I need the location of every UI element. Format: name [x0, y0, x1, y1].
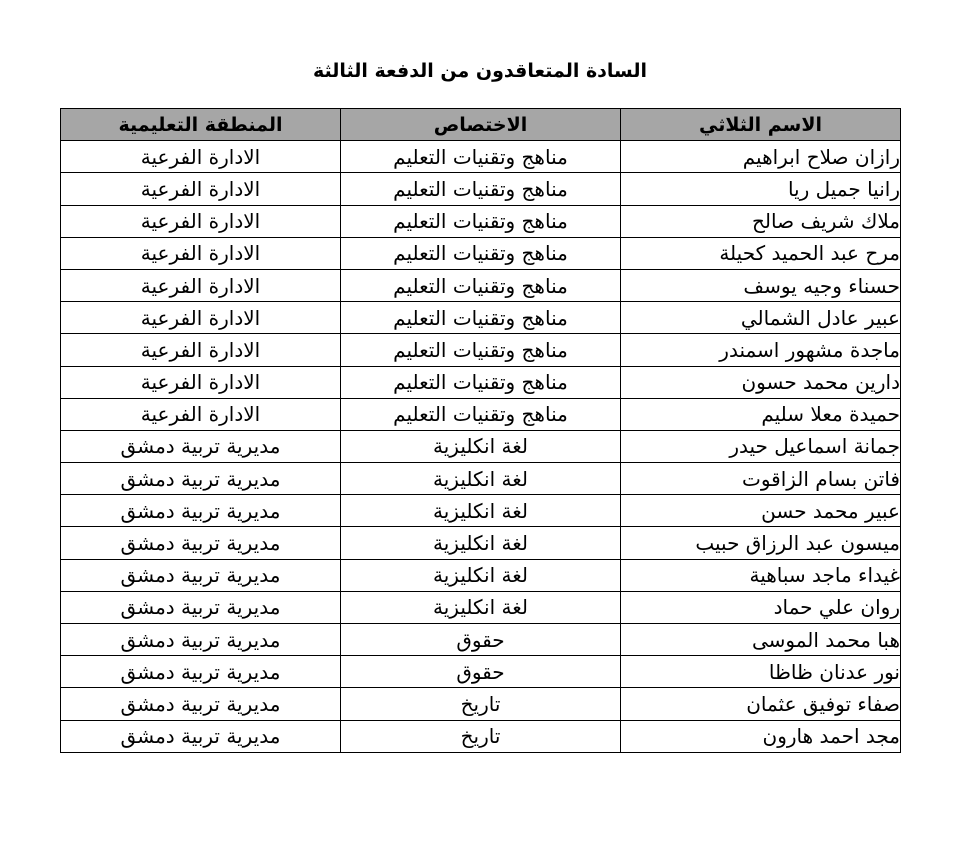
- table-row: [61, 334, 901, 366]
- cell-name: صفاء توفيق عثمان: [621, 688, 901, 720]
- header-region: المنطقة التعليمية: [61, 109, 341, 141]
- contractors-table: [60, 108, 901, 753]
- table-row: [61, 398, 901, 430]
- table-row: [61, 624, 901, 656]
- cell-region: مديرية تربية دمشق: [61, 430, 341, 462]
- cell-region: مديرية تربية دمشق: [61, 559, 341, 591]
- table-row: [61, 302, 901, 334]
- table-row: [61, 430, 901, 462]
- cell-name: دارين محمد حسون: [621, 366, 901, 398]
- cell-name: مجد احمد هارون: [621, 720, 901, 752]
- cell-name: فاتن بسام الزاقوت: [621, 463, 901, 495]
- table-row: [61, 463, 901, 495]
- cell-specialization: لغة انكليزية: [341, 495, 621, 527]
- cell-name: حسناء وجيه يوسف: [621, 269, 901, 301]
- table-row: [61, 269, 901, 301]
- cell-name: ملاك شريف صالح: [621, 205, 901, 237]
- cell-region: الادارة الفرعية: [61, 141, 341, 173]
- cell-specialization: تاريخ: [341, 720, 621, 752]
- header-specialization: الاختصاص: [341, 109, 621, 141]
- cell-specialization: مناهج وتقنيات التعليم: [341, 398, 621, 430]
- table-body: [61, 141, 901, 753]
- table-row: [61, 495, 901, 527]
- cell-name: رازان صلاح ابراهيم: [621, 141, 901, 173]
- cell-name: عبير محمد حسن: [621, 495, 901, 527]
- cell-specialization: لغة انكليزية: [341, 591, 621, 623]
- cell-specialization: مناهج وتقنيات التعليم: [341, 302, 621, 334]
- table-row: [61, 688, 901, 720]
- cell-specialization: مناهج وتقنيات التعليم: [341, 366, 621, 398]
- cell-region: مديرية تربية دمشق: [61, 688, 341, 720]
- cell-name: حميدة معلا سليم: [621, 398, 901, 430]
- cell-name: ماجدة مشهور اسمندر: [621, 334, 901, 366]
- header-name: الاسم الثلاثي: [621, 109, 901, 141]
- table-row: [61, 141, 901, 173]
- cell-specialization: حقوق: [341, 656, 621, 688]
- cell-name: مرح عبد الحميد كحيلة: [621, 237, 901, 269]
- cell-region: مديرية تربية دمشق: [61, 495, 341, 527]
- document-title: السادة المتعاقدون من الدفعة الثالثة: [312, 60, 648, 82]
- cell-region: مديرية تربية دمشق: [61, 624, 341, 656]
- cell-region: الادارة الفرعية: [61, 398, 341, 430]
- cell-name: رانيا جميل ريا: [621, 173, 901, 205]
- cell-specialization: لغة انكليزية: [341, 463, 621, 495]
- table-row: [61, 527, 901, 559]
- cell-name: جمانة اسماعيل حيدر: [621, 430, 901, 462]
- table-row: [61, 720, 901, 752]
- cell-region: مديرية تربية دمشق: [61, 527, 341, 559]
- table-row: [61, 205, 901, 237]
- cell-specialization: مناهج وتقنيات التعليم: [341, 269, 621, 301]
- cell-region: مديرية تربية دمشق: [61, 656, 341, 688]
- cell-region: مديرية تربية دمشق: [61, 720, 341, 752]
- table-row: [61, 366, 901, 398]
- cell-specialization: لغة انكليزية: [341, 430, 621, 462]
- table-row: [61, 173, 901, 205]
- cell-region: مديرية تربية دمشق: [61, 463, 341, 495]
- cell-specialization: حقوق: [341, 624, 621, 656]
- cell-specialization: تاريخ: [341, 688, 621, 720]
- cell-region: الادارة الفرعية: [61, 334, 341, 366]
- cell-name: هبا محمد الموسى: [621, 624, 901, 656]
- table-row: [61, 656, 901, 688]
- cell-specialization: مناهج وتقنيات التعليم: [341, 173, 621, 205]
- cell-name: ميسون عبد الرزاق حبيب: [621, 527, 901, 559]
- cell-specialization: لغة انكليزية: [341, 527, 621, 559]
- cell-specialization: مناهج وتقنيات التعليم: [341, 334, 621, 366]
- cell-region: الادارة الفرعية: [61, 269, 341, 301]
- cell-name: غيداء ماجد سباهية: [621, 559, 901, 591]
- cell-specialization: مناهج وتقنيات التعليم: [341, 141, 621, 173]
- cell-region: الادارة الفرعية: [61, 237, 341, 269]
- table-row: [61, 237, 901, 269]
- table-row: [61, 591, 901, 623]
- cell-specialization: مناهج وتقنيات التعليم: [341, 237, 621, 269]
- cell-region: الادارة الفرعية: [61, 366, 341, 398]
- cell-region: مديرية تربية دمشق: [61, 591, 341, 623]
- cell-region: الادارة الفرعية: [61, 205, 341, 237]
- cell-name: عبير عادل الشمالي: [621, 302, 901, 334]
- table-row: [61, 559, 901, 591]
- cell-region: الادارة الفرعية: [61, 173, 341, 205]
- cell-specialization: مناهج وتقنيات التعليم: [341, 205, 621, 237]
- cell-name: نور عدنان ظاظا: [621, 656, 901, 688]
- table-header-row: [61, 109, 901, 141]
- cell-region: الادارة الفرعية: [61, 302, 341, 334]
- cell-specialization: لغة انكليزية: [341, 559, 621, 591]
- cell-name: روان علي حماد: [621, 591, 901, 623]
